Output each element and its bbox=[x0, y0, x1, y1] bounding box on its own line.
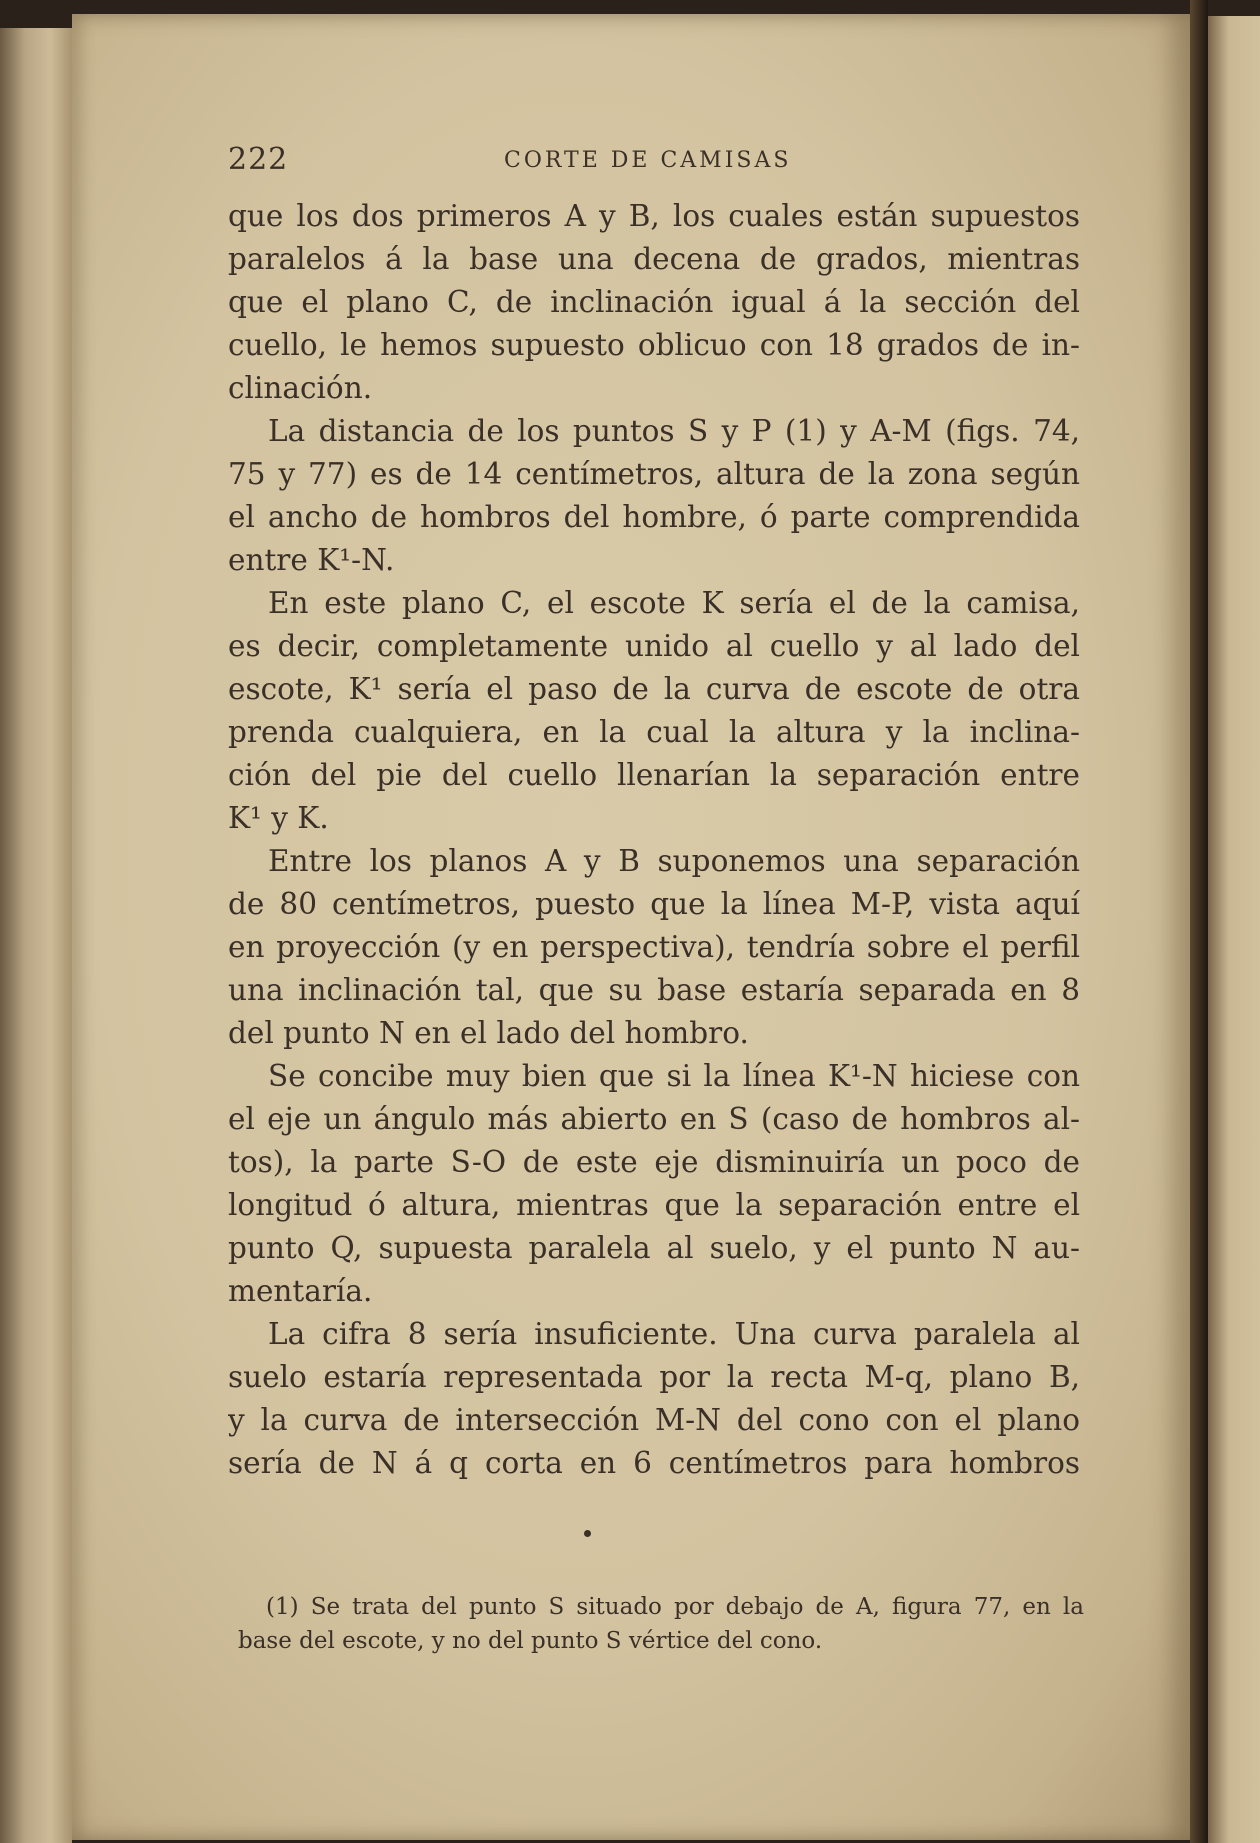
text-line: 75 y 77) es de 14 centímetros, altura de la zona según bbox=[228, 457, 1080, 491]
running-title: CORTE DE CAMISAS bbox=[504, 148, 792, 173]
text-line: longitud ó altura, mientras que la separación entre el bbox=[228, 1188, 1080, 1222]
text-line: K¹ y K. bbox=[228, 801, 329, 835]
text-line: paralelos á la base una decena de grados, mientras bbox=[228, 242, 1080, 276]
paragraph-start-line: En este plano C, el escote K sería el de la camisa, bbox=[268, 586, 1080, 620]
text-line: punto Q, supuesta paralela al suelo, y el punto N au- bbox=[228, 1231, 1080, 1265]
footnote-line: base del escote, y no del punto S vértice del cono. bbox=[238, 1628, 823, 1654]
footnote-line: (1) Se trata del punto S situado por debajo de A, figura 77, en la bbox=[266, 1594, 1084, 1620]
footnote-separator-dot bbox=[584, 1530, 591, 1537]
text-line: prenda cualquiera, en la cual la altura y la inclina- bbox=[228, 715, 1080, 749]
footnote bbox=[238, 1590, 1084, 1658]
text-line: el ancho de hombros del hombre, ó parte comprendida bbox=[228, 500, 1080, 534]
text-line: del punto N en el lado del hombro. bbox=[228, 1016, 749, 1050]
paragraph-start-line: Entre los planos A y B suponemos una separación bbox=[268, 844, 1080, 878]
text-line: es decir, completamente unido al cuello y al lado del bbox=[228, 629, 1080, 663]
text-line: sería de N á q corta en 6 centímetros para hombros bbox=[228, 1446, 1080, 1480]
next-page-edge bbox=[1208, 16, 1260, 1843]
text-line: que los dos primeros A y B, los cuales están supuestos bbox=[228, 199, 1080, 233]
paragraph-start-line: Se concibe muy bien que si la línea K¹-N hiciese con bbox=[268, 1059, 1080, 1093]
page-number: 222 bbox=[228, 142, 289, 177]
text-line: clinación. bbox=[228, 371, 373, 405]
text-line: el eje un ángulo más abierto en S (caso de hombros al- bbox=[228, 1102, 1080, 1136]
text-line: que el plano C, de inclinación igual á la sección del bbox=[228, 285, 1080, 319]
text-line: y la curva de intersección M-N del cono con el plano bbox=[228, 1403, 1080, 1437]
text-line: escote, K¹ sería el paso de la curva de escote de otra bbox=[228, 672, 1080, 706]
text-line: entre K¹-N. bbox=[228, 543, 395, 577]
paragraph-start-line: La distancia de los puntos S y P (1) y A-M (figs. 74, bbox=[268, 414, 1080, 448]
text-line: tos), la parte S-O de este eje disminuiría un poco de bbox=[228, 1145, 1080, 1179]
text-line: en proyección (y en perspectiva), tendría sobre el perfil bbox=[228, 930, 1080, 964]
previous-page-edge bbox=[0, 28, 72, 1843]
text-line: una inclinación tal, que su base estaría separada en 8 bbox=[228, 973, 1080, 1007]
paragraph-start-line: La cifra 8 sería insuficiente. Una curva paralela al bbox=[268, 1317, 1080, 1351]
text-line: cuello, le hemos supuesto oblicuo con 18 grados de in- bbox=[228, 328, 1080, 362]
text-line: suelo estaría representada por la recta M-q, plano B, bbox=[228, 1360, 1080, 1394]
text-line: ción del pie del cuello llenarían la separación entre bbox=[228, 758, 1080, 792]
running-head bbox=[228, 142, 1088, 182]
text-line: de 80 centímetros, puesto que la línea M-P, vista aquí bbox=[228, 887, 1080, 921]
body-text bbox=[228, 195, 1080, 1485]
book-gutter bbox=[1190, 0, 1208, 1843]
text-line: mentaría. bbox=[228, 1274, 373, 1308]
